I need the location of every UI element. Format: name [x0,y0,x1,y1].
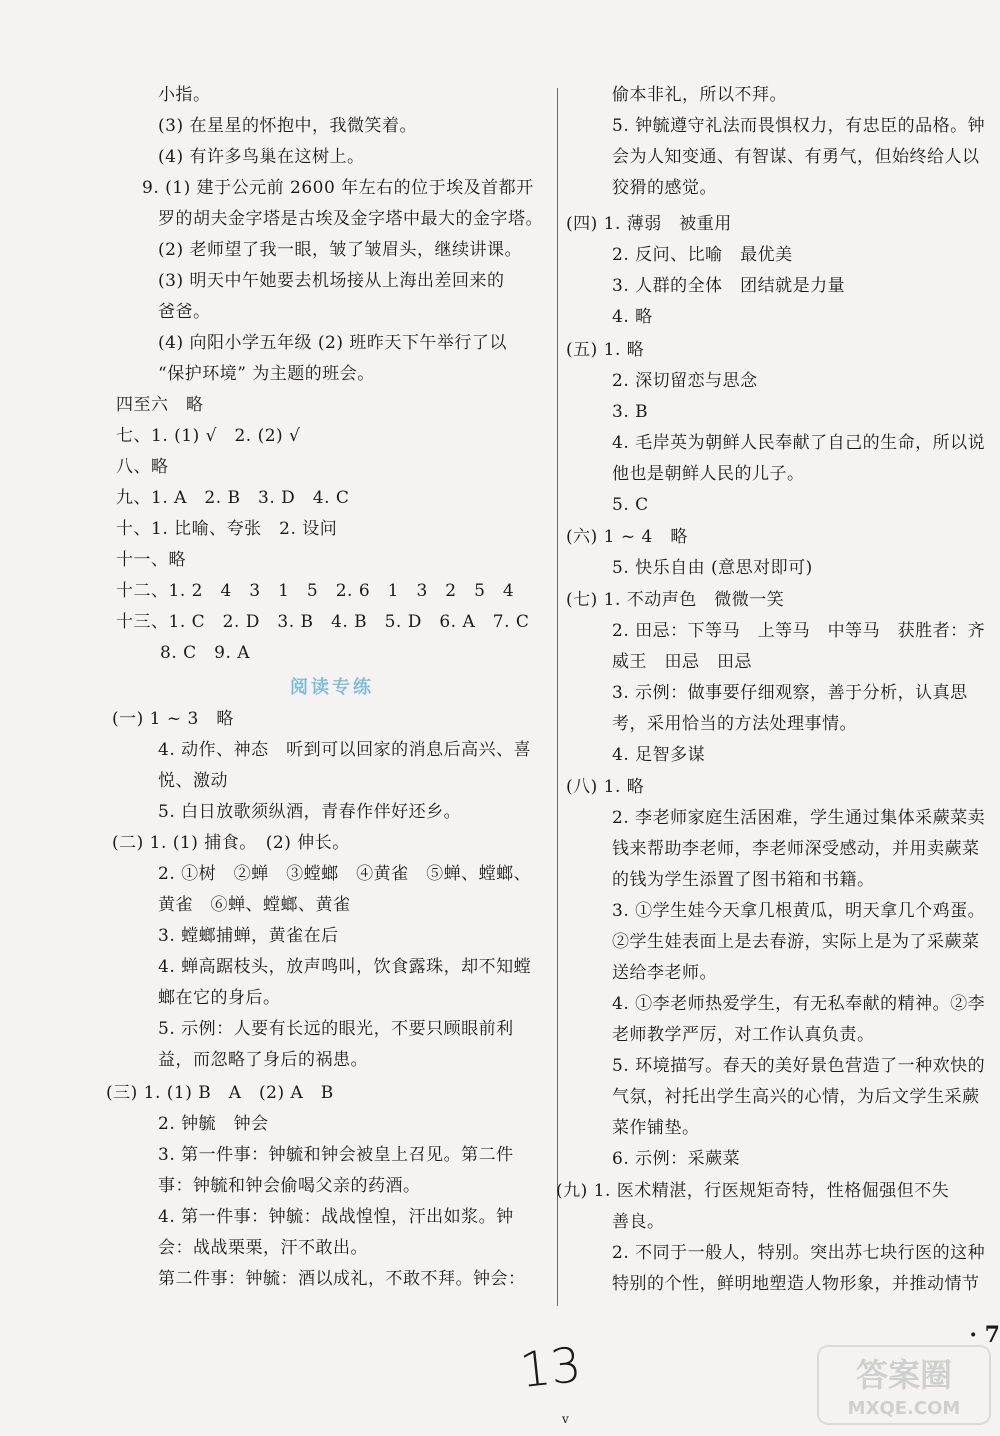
svg-text:答案圈: 答案圈 [855,1356,953,1394]
answer-line: 威王 田忌 田忌 [612,652,752,672]
answer-line: (三) 1. (1) B A (2) A B [106,1083,334,1103]
answer-line: 八、略 [116,457,169,477]
answer-line: 2. 李老师家庭生活困难，学生通过集体采蕨菜卖 [612,808,986,828]
answer-line: (一) 1 ~ 3 略 [112,709,234,729]
answer-line: 3. 螳螂捕蝉，黄雀在后 [158,926,339,946]
svg-text:MXQE.COM: MXQE.COM [847,1398,961,1419]
answer-line: 钱来帮助李老师，李老师深受感动，并用卖蕨菜 [612,839,980,859]
answer-line: (五) 1. 略 [566,340,645,360]
answer-line: 狡猾的感觉。 [612,178,717,198]
answer-line: 4. 动作、神态 听到可以回家的消息后高兴、喜 [158,740,532,760]
answer-line: 4. 略 [612,307,653,327]
answer-line: 十、1. 比喻、夸张 2. 设问 [116,519,338,539]
answer-line: 黄雀 ⑥蝉、螳螂、黄雀 [158,895,351,915]
answer-line: (六) 1 ~ 4 略 [566,527,688,547]
answer-line: (八) 1. 略 [566,777,645,797]
answer-line: (3) 明天中午她要去机场接从上海出差回来的 [158,271,505,291]
answer-line: 5. 白日放歌须纵酒，青春作伴好还乡。 [158,802,462,822]
answer-line: 罗的胡夫金字塔是古埃及金字塔中最大的金字塔。 [158,209,543,229]
answer-line: 3. 示例：做事要仔细观察，善于分析，认真思 [612,683,968,703]
answer-line: 事：钟毓和钟会偷喝父亲的药酒。 [158,1176,421,1196]
answer-line: 的钱为学生添置了图书箱和书籍。 [612,870,875,890]
answer-line: 9. (1) 建于公元前 2600 年左右的位于埃及首都开 [142,178,534,198]
answer-line: 爸爸。 [158,302,211,322]
answer-line: 5. 环境描写。春天的美好景色营造了一种欢快的 [612,1056,986,1076]
answer-line: 第二件事：钟毓：酒以成礼，不敢不拜。钟会： [158,1269,526,1289]
answer-line: 2. 深切留恋与思念 [612,371,758,391]
answer-line: 特别的个性，鲜明地塑造人物形象，并推动情节 [612,1274,980,1294]
answer-line: 3. 人群的全体 团结就是力量 [612,276,846,296]
answer-line: 5. C [612,495,649,515]
answer-line: 四至六 略 [116,395,204,415]
answer-line: 6. 示例：采蕨菜 [612,1149,741,1169]
answer-line: 8. C 9. A [160,643,251,663]
answer-line: 4. 足智多谋 [612,745,706,765]
answer-line: 老师教学严厉，对工作认真负责。 [612,1025,875,1045]
answer-line: 小指。 [158,85,211,105]
answer-line: 益，而忽略了身后的祸患。 [158,1050,368,1070]
answer-line: 气氛，衬托出学生高兴的心情，为后文学生采蕨 [612,1087,980,1107]
answer-line: 十一、略 [116,550,186,570]
page-number: · 7 [969,1322,1000,1348]
answer-line: 考，采用恰当的方法处理事情。 [612,714,857,734]
folio-mark: v [562,1412,569,1426]
answer-line: 偷本非礼，所以不拜。 [612,85,787,105]
answer-line: 3. B [612,402,649,422]
watermark-logo [814,1342,994,1428]
answer-line: (4) 向阳小学五年级 (2) 班昨天下午举行了以 [158,333,507,353]
answer-line: 善良。 [612,1212,665,1232]
answer-line: 5. 示例：人要有长远的眼光，不要只顾眼前利 [158,1019,514,1039]
answer-line: 会为人知变通、有智谋、有勇气，但始终给人以 [612,147,980,167]
answer-line: 4. 第一件事：钟毓：战战惶惶，汗出如浆。钟 [158,1207,514,1227]
answer-line: 3. ①学生娃今天拿几根黄瓜，明天拿几个鸡蛋。 [612,901,986,921]
answer-line: 5. 钟毓遵守礼法而畏惧权力，有忠臣的品格。钟 [612,116,986,136]
answer-line: (二) 1. (1) 捕食。 (2) 伸长。 [112,833,350,853]
column-divider [557,88,558,1306]
answer-line: 十三、1. C 2. D 3. B 4. B 5. D 6. A 7. C [116,612,530,632]
answer-line: 螂在它的身后。 [158,988,281,1008]
answer-line: (四) 1. 薄弱 被重用 [566,214,732,234]
section-title: 阅读专练 [290,677,374,698]
answer-line: 七、1. (1) √ 2. (2) √ [116,426,301,446]
handwritten-note: 13 [517,1336,584,1400]
answer-line: (3) 在星星的怀抱中，我微笑着。 [158,116,417,136]
answer-line: 2. 不同于一般人，特别。突出苏七块行医的这种 [612,1243,986,1263]
answer-line: ②学生娃表面上是去春游，实际上是为了采蕨菜 [612,932,980,952]
answer-line: 2. 钟毓 钟会 [158,1114,269,1134]
answer-line: 4. 蝉高踞枝头，放声鸣叫，饮食露珠，却不知螳 [158,957,532,977]
answer-line: 4. ①李老师热爱学生，有无私奉献的精神。②李 [612,994,986,1014]
answer-line: 3. 第一件事：钟毓和钟会被皇上召见。第二件 [158,1145,514,1165]
answer-line: (九) 1. 医术精湛，行医规矩奇特，性格倔强但不失 [556,1181,950,1201]
answer-line: 十二、1. 2 4 3 1 5 2. 6 1 3 2 5 4 [116,581,515,601]
answer-line: 他也是朝鲜人民的儿子。 [612,464,805,484]
answer-line: 2. ①树 ②蝉 ③螳螂 ④黄雀 ⑤蝉、螳螂、 [158,864,532,884]
answer-line: 会：战战栗栗，汗不敢出。 [158,1238,368,1258]
answer-line: 2. 反问、比喻 最优美 [612,245,793,265]
answer-line: “保护环境” 为主题的班会。 [158,364,375,384]
answer-line: 悦、激动 [158,771,228,791]
answer-line: 4. 毛岸英为朝鲜人民奉献了自己的生命，所以说 [612,433,986,453]
answer-line: 送给李老师。 [612,963,717,983]
answer-line: 菜作铺垫。 [612,1118,700,1138]
answer-line: 2. 田忌：下等马 上等马 中等马 获胜者：齐 [612,621,986,641]
answer-line: 九、1. A 2. B 3. D 4. C [116,488,350,508]
answer-line: (4) 有许多鸟巢在这树上。 [158,147,365,167]
answer-line: (七) 1. 不动声色 微微一笑 [566,590,785,610]
answer-line: (2) 老师望了我一眼，皱了皱眉头，继续讲课。 [158,240,522,260]
answer-line: 5. 快乐自由 (意思对即可) [612,558,813,578]
